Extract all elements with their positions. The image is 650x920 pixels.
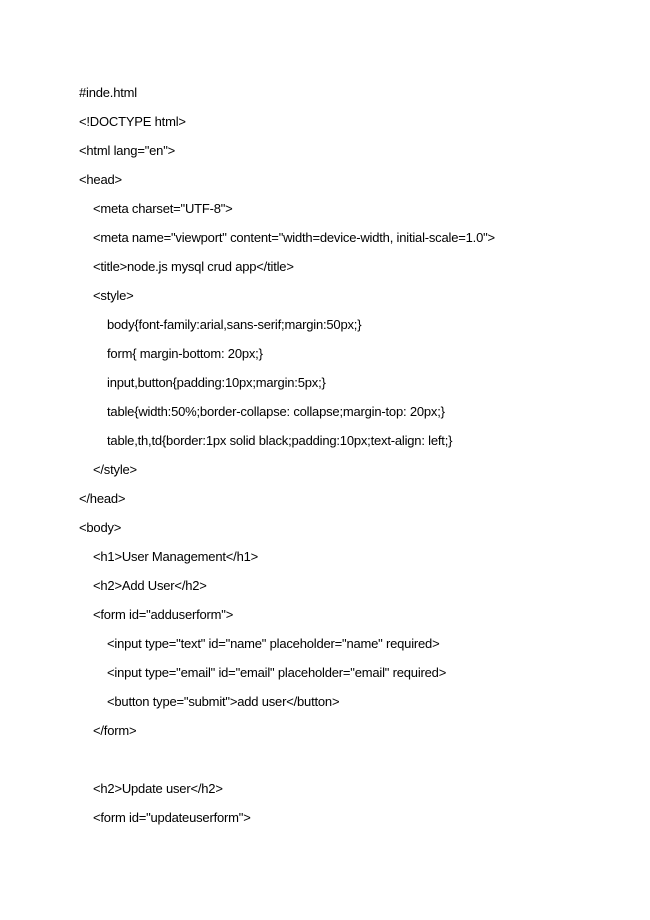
code-line: <button type="submit">add user</button> xyxy=(107,694,340,709)
code-line: input,button{padding:10px;margin:5px;} xyxy=(107,375,326,390)
code-line: <h1>User Management</h1> xyxy=(93,549,259,564)
code-line: <input type="email" id="email" placeholder="email" required> xyxy=(107,665,447,680)
code-line: </form> xyxy=(93,723,137,738)
code-line: <meta name="viewport" content="width=device-width, initial-scale=1.0"> xyxy=(93,230,495,245)
code-line: table{width:50%;border-collapse: collapse;margin-top: 20px;} xyxy=(107,404,445,419)
code-line: <h2>Update user</h2> xyxy=(93,781,223,796)
code-line: <head> xyxy=(79,172,122,187)
code-line: body{font-family:arial,sans-serif;margin:50px;} xyxy=(107,317,362,332)
blank-line xyxy=(79,745,639,774)
code-listing xyxy=(79,78,639,832)
code-line: <input type="text" id="name" placeholder="name" required> xyxy=(107,636,440,651)
code-line: <form id="updateuserform"> xyxy=(93,810,251,825)
code-line: <style> xyxy=(93,288,134,303)
code-line: table,th,td{border:1px solid black;padding:10px;text-align: left;} xyxy=(107,433,453,448)
code-line: <h2>Add User</h2> xyxy=(93,578,207,593)
code-line: <body> xyxy=(79,520,122,535)
code-line: <html lang="en"> xyxy=(79,143,176,158)
code-line: <!DOCTYPE html> xyxy=(79,114,186,129)
code-line: <form id="adduserform"> xyxy=(93,607,234,622)
code-line: </head> xyxy=(79,491,126,506)
code-line: <title>node.js mysql crud app</title> xyxy=(93,259,294,274)
code-line: <meta charset="UTF-8"> xyxy=(93,201,233,216)
code-line: </style> xyxy=(93,462,137,477)
code-line: #inde.html xyxy=(79,85,137,100)
code-line: form{ margin-bottom: 20px;} xyxy=(107,346,263,361)
